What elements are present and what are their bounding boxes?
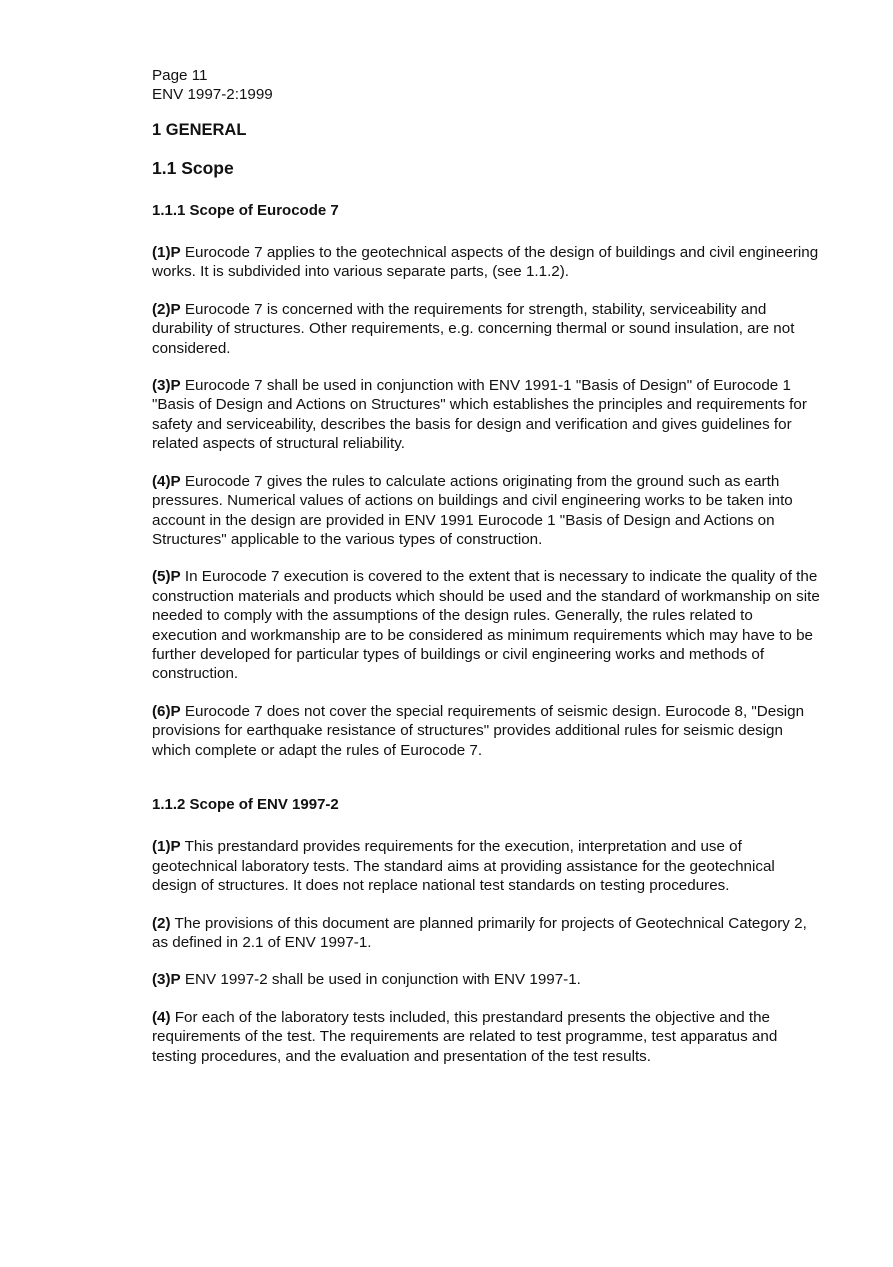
paragraph-1-1-1-5 [152,567,822,683]
page-number: Page 11 [152,67,208,84]
paragraph-number: (1)P [152,838,181,856]
section-heading-scope: 1.1 Scope [152,158,234,179]
document-id: ENV 1997-2:1999 [152,86,273,104]
document-page [152,66,822,1066]
paragraph-text: Eurocode 7 shall be used in conjunction with ENV 1991-1 "Basis of Design" of Eurocode 1 "Basis of Design and Actions on Structures" which establishes the principles and requirements for safety and serviceability, describes the basis for design and verification and gives guidelines for related aspects of structural reliability. [152,377,807,453]
paragraph-text: This prestandard provides requirements for the execution, interpretation and use of geotechnical laboratory tests. The standard aims at providing assistance for the geotechnical design of structures. It does not replace national test standards on testing procedures. [152,838,775,895]
paragraph-text: Eurocode 7 is concerned with the requirements for strength, stability, serviceability and durability of structures. Other requirements, e.g. concerning thermal or sound insulation, are not considered. [152,300,795,357]
paragraph-number: (6)P [152,702,181,720]
paragraph-text: Eurocode 7 does not cover the special requirements of seismic design. Eurocode 8, "Design provisions for earthquake resistance of structures" provides additional rules for seismic design which complete or adapt the rules of Eurocode 7. [152,702,805,759]
section-heading-scope-env-1997-2: 1.1.2 Scope of ENV 1997-2 [152,795,339,813]
paragraph-text: The provisions of this document are planned primarily for projects of Geotechnical Category 2, as defined in 2.1 of ENV 1997-1. [152,914,807,951]
paragraph-text: Eurocode 7 applies to the geotechnical aspects of the design of buildings and civil engineering works. It is subdivided into various separate parts, (see 1.1.2). [152,244,819,281]
paragraph-1-1-1-1 [152,243,822,282]
paragraph-number: (2) [152,914,171,932]
paragraph-text: For each of the laboratory tests included, this prestandard presents the objective and the requirements of the test. The requirements are related to test programme, test apparatus and testing procedures, and the evaluation and presentation of the test results. [152,1008,778,1065]
paragraph-1-1-1-2 [152,300,822,358]
paragraph-text: Eurocode 7 gives the rules to calculate actions originating from the ground such as earth pressures. Numerical values of actions on buildings and civil engineering works to be taken into account in the design are provided in ENV 1991 Eurocode 1 "Basis of Design and Actions on Structures" applicable to the various types of construction. [152,472,793,548]
paragraph-number: (4) [152,1008,171,1026]
paragraph-1-1-1-6 [152,702,822,760]
paragraph-1-1-2-3 [152,970,822,989]
paragraph-number: (2)P [152,300,181,318]
paragraph-text: In Eurocode 7 execution is covered to the extent that is necessary to indicate the quality of the construction materials and products which should be used and the standard of workmanship on site needed to comply with the assumptions of the design rules. Generally, the rules related to execution and workmanship are to be considered as minimum requirements which may have to be further developed for particular types of buildings or civil engineering works and methods of construction. [152,568,820,683]
paragraph-number: (4)P [152,472,181,490]
paragraph-number: (5)P [152,568,181,586]
paragraph-1-1-2-1 [152,837,822,895]
paragraph-text: ENV 1997-2 shall be used in conjunction with ENV 1997-1. [180,971,581,989]
paragraph-number: (3)P [152,971,181,989]
paragraph-1-1-1-4 [152,472,822,550]
section-heading-scope-eurocode-7: 1.1.1 Scope of Eurocode 7 [152,201,339,219]
paragraph-1-1-1-3 [152,376,822,454]
paragraph-1-1-2-2 [152,914,822,953]
paragraph-1-1-2-4 [152,1008,822,1066]
paragraph-number: (3)P [152,377,181,395]
paragraph-number: (1)P [152,244,181,262]
section-heading-general: 1 GENERAL [152,120,247,139]
